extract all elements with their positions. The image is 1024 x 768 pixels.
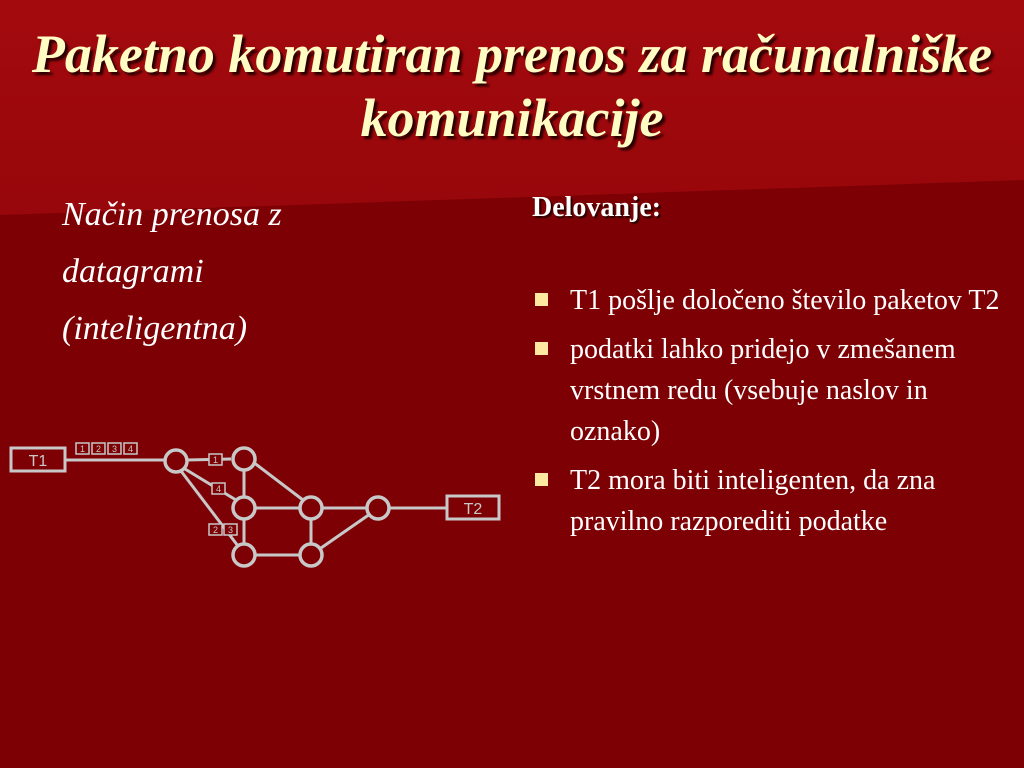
router-node [300,497,322,519]
router-node [367,497,389,519]
packet [92,443,105,454]
section-heading: Delovanje: [532,192,662,223]
bullet-item [532,329,1002,452]
left-line: Način prenosa z [62,196,282,233]
router-node [300,544,322,566]
left-line: datagrami [62,253,204,290]
bullet-item [532,280,1002,321]
packet [76,443,89,454]
packet [108,443,121,454]
packet-label: 4 [215,484,222,494]
packet-label: 2 [212,525,219,535]
packet [212,483,225,494]
bullet-text: podatki lahko pridejo v zmešanem vrstnem redu (vsebuje naslov in oznako) [570,334,956,447]
packet [124,443,137,454]
square-bullet-icon [535,293,548,306]
packet-label: 3 [111,444,118,454]
left-text-block [62,186,442,357]
terminal-t1-label: T1 [28,453,48,470]
router-node [165,450,187,472]
terminal-t1 [11,448,65,471]
network-diagram [8,436,508,581]
bullet-text: T1 pošlje določeno število paketov T2 [570,285,1000,316]
terminal-t2-label: T2 [463,501,483,518]
packets-in-transit [209,454,237,535]
bullet-text: T2 mora biti inteligenten, da zna pravilno razporediti podatke [570,465,936,537]
router-node [233,448,255,470]
terminal-t2 [447,496,499,519]
packet [209,524,222,535]
link-line [321,514,370,548]
packet-label: 4 [127,444,134,454]
router-node [233,497,255,519]
packet-label: 1 [212,455,219,465]
square-bullet-icon [535,473,548,486]
square-bullet-icon [535,342,548,355]
slide-title: Paketno komutiran prenos za računalniške komunikacije [31,24,993,148]
packet [209,454,222,465]
packet [224,524,237,535]
left-line: (inteligentna) [62,310,248,347]
packet-label: 2 [95,444,102,454]
bullet-list [532,280,1002,542]
packet-queue [76,443,137,454]
packet-label: 1 [79,444,86,454]
router-node [233,544,255,566]
packet-label: 3 [227,525,234,535]
bullet-item [532,460,1002,542]
right-column [532,188,1002,550]
link-line [253,462,303,500]
